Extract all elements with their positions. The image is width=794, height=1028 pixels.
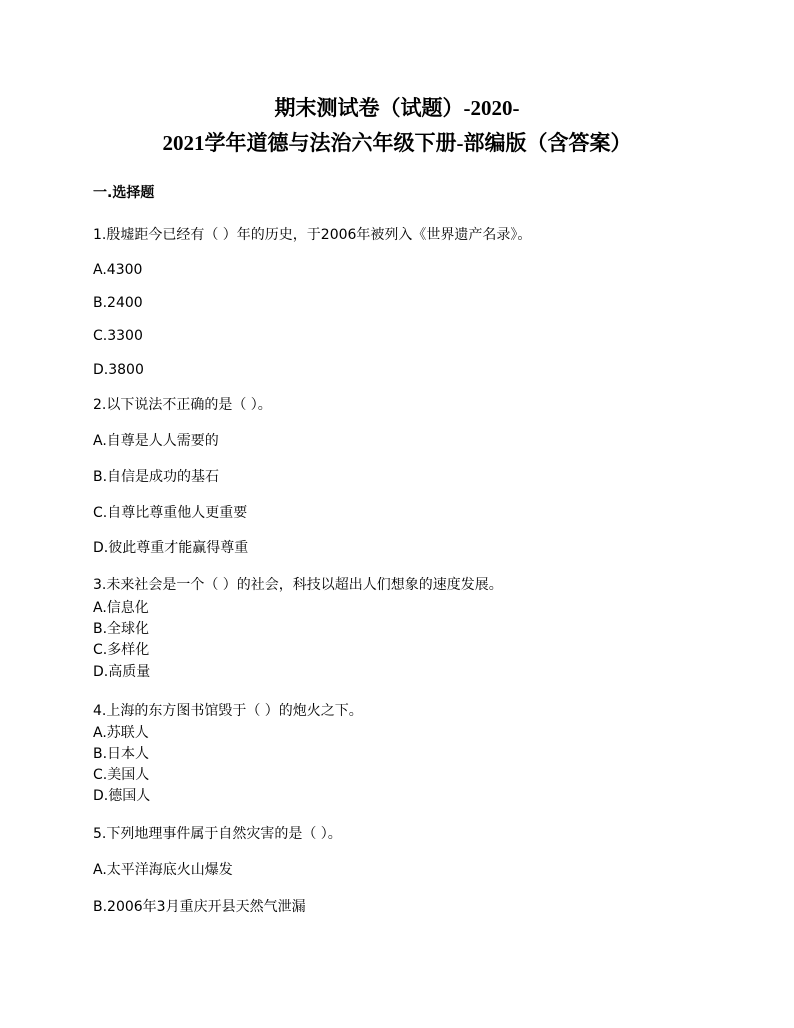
question-1-option-d: D.3800 <box>93 362 144 378</box>
question-2-option-a: A.自尊是人人需要的 <box>93 433 219 449</box>
document-title-line-1: 期末测试卷（试题）-2020- <box>274 96 520 120</box>
question-3-option-b: B.全球化 <box>93 621 150 637</box>
question-1-option-a: A.4300 <box>93 262 143 278</box>
question-3-stem: 3.未来社会是一个（ ）的社会，科技以超出人们想象的速度发展。 <box>93 577 503 593</box>
question-3-option-a: A.信息化 <box>93 600 149 616</box>
question-3-option-c: C.多样化 <box>93 642 150 658</box>
section-heading: 一.选择题 <box>93 185 155 201</box>
question-2-option-c: C.自尊比尊重他人更重要 <box>93 505 248 521</box>
question-1-stem: 1.殷墟距今已经有（ ）年的历史，于2006年被列入《世界遗产名录》。 <box>93 227 532 243</box>
document-title-line-2: 2021学年道德与法治六年级下册-部编版（含答案） <box>162 131 632 155</box>
question-5-option-a: A.太平洋海底火山爆发 <box>93 862 233 878</box>
question-1-option-b: B.2400 <box>93 295 143 311</box>
question-2-option-b: B.自信是成功的基石 <box>93 469 220 485</box>
question-4-stem: 4.上海的东方图书馆毁于（ ）的炮火之下。 <box>93 703 363 719</box>
question-2-option-d: D.彼此尊重才能赢得尊重 <box>93 540 249 556</box>
question-1-option-c: C.3300 <box>93 328 143 344</box>
question-3-option-d: D.高质量 <box>93 664 151 680</box>
question-4-option-c: C.美国人 <box>93 767 150 783</box>
question-5-stem: 5.下列地理事件属于自然灾害的是（ ）。 <box>93 826 342 842</box>
question-4-option-a: A.苏联人 <box>93 725 149 741</box>
question-4-option-d: D.德国人 <box>93 788 151 804</box>
question-2-stem: 2.以下说法不正确的是（ ）。 <box>93 397 272 413</box>
question-4-option-b: B.日本人 <box>93 746 150 762</box>
question-5-option-b: B.2006年3月重庆开县天然气泄漏 <box>93 899 306 915</box>
